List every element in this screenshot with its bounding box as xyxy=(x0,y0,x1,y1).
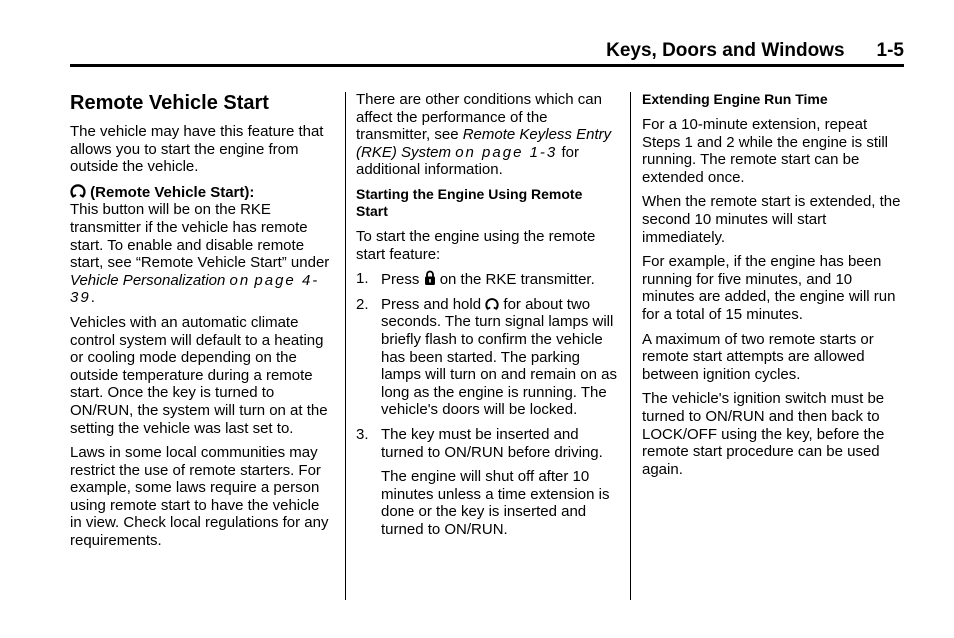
remote-start-icon xyxy=(485,297,499,311)
step-number: 1. xyxy=(356,270,369,288)
column-3 xyxy=(642,91,906,485)
conditions-paragraph xyxy=(356,91,618,179)
lock-icon xyxy=(424,270,436,286)
cross-reference[interactable]: Vehicle Personalization xyxy=(70,271,226,289)
climate-paragraph: Vehicles with an automatic climate control system will default to a heating or cooling mode depending on the outside temperature during a remote start. Once the key is turned to ON/RUN, the system will turn on at the setting the vehicle was last set to. xyxy=(70,313,328,437)
step-number: 2. xyxy=(356,295,369,313)
page-header xyxy=(70,38,904,64)
section-title: Keys, Doors and Windows xyxy=(606,40,845,61)
subheading: Starting the Engine Using Remote Start xyxy=(356,185,583,219)
step-item xyxy=(356,296,618,419)
step-text: The key must be inserted and turned to ON/RUN before driving. xyxy=(381,425,603,461)
remote-start-icon xyxy=(70,183,86,199)
cross-reference[interactable]: Remote Keyless Entry (RKE) System xyxy=(356,126,612,161)
button-name: (Remote Vehicle Start): xyxy=(90,183,255,201)
page-number: 1-5 xyxy=(876,40,904,61)
step-text: for about two seconds. The turn signal lamps will briefly flash to confirm the vehicle has been started. The parking lamps will turn on and remain on as long as the engine is running. The vehicle's doors will be locked. xyxy=(381,295,617,419)
step-text: Press and hold xyxy=(381,295,482,313)
section-heading: Remote Vehicle Start xyxy=(70,92,269,114)
paragraph: When the remote start is extended, the second 10 minutes will start immediately. xyxy=(642,193,901,246)
step-item xyxy=(356,270,618,289)
cross-reference-page[interactable]: page 4-39 xyxy=(70,271,320,307)
paragraph: For example, if the engine has been running for five minutes, and 10 minutes are added, the engine will run for a total of 15 minutes. xyxy=(642,253,896,323)
shutoff-paragraph: The engine will shut off after 10 minutes unless a time extension is done or the key is inserted and turned to ON/RUN. xyxy=(381,468,610,538)
paragraph: For a 10-minute extension, repeat Steps 1 and 2 while the engine is still running. The remote start can be extended once. xyxy=(642,116,888,186)
cross-reference-page[interactable]: on page 1-3 xyxy=(455,143,558,161)
cross-reference-on[interactable]: on xyxy=(229,271,251,289)
step-text: on the RKE transmitter. xyxy=(439,271,595,289)
laws-paragraph: Laws in some local communities may restrict the use of remote starters. For example, some laws require a person using remote start to have the vehicle in view. Check local regulations for any requirements. xyxy=(70,444,329,550)
column-1 xyxy=(70,91,332,557)
column-divider xyxy=(630,92,631,600)
conditions-text: There are other conditions which can affect the performance of the transmitter, see xyxy=(356,91,602,144)
paragraph: A maximum of two remote starts or remote start attempts are allowed between ignition cycles. xyxy=(642,330,874,383)
step-item xyxy=(356,426,618,461)
paragraph: The vehicle's ignition switch must be turned to ON/RUN and then back to LOCK/OFF using the key, before the remote start procedure can be used again. xyxy=(642,390,885,478)
button-text: This button will be on the RKE transmitter if the vehicle has remote start. To enable and disable remote start, see “Remote Vehicle Start” under xyxy=(70,201,330,272)
header-rule xyxy=(70,64,904,67)
column-divider xyxy=(345,92,346,600)
punctuation: . xyxy=(90,289,95,307)
column-2 xyxy=(356,91,618,545)
lead-paragraph: To start the engine using the remote start feature: xyxy=(356,227,596,263)
step-number: 3. xyxy=(356,425,369,443)
step-text: Press xyxy=(381,271,420,289)
button-description xyxy=(70,183,332,307)
subheading: Extending Engine Run Time xyxy=(642,91,828,107)
conditions-text-end: for additional information. xyxy=(356,143,579,179)
intro-paragraph: The vehicle may have this feature that allows you to start the engine from outside the vehicle. xyxy=(70,123,324,176)
